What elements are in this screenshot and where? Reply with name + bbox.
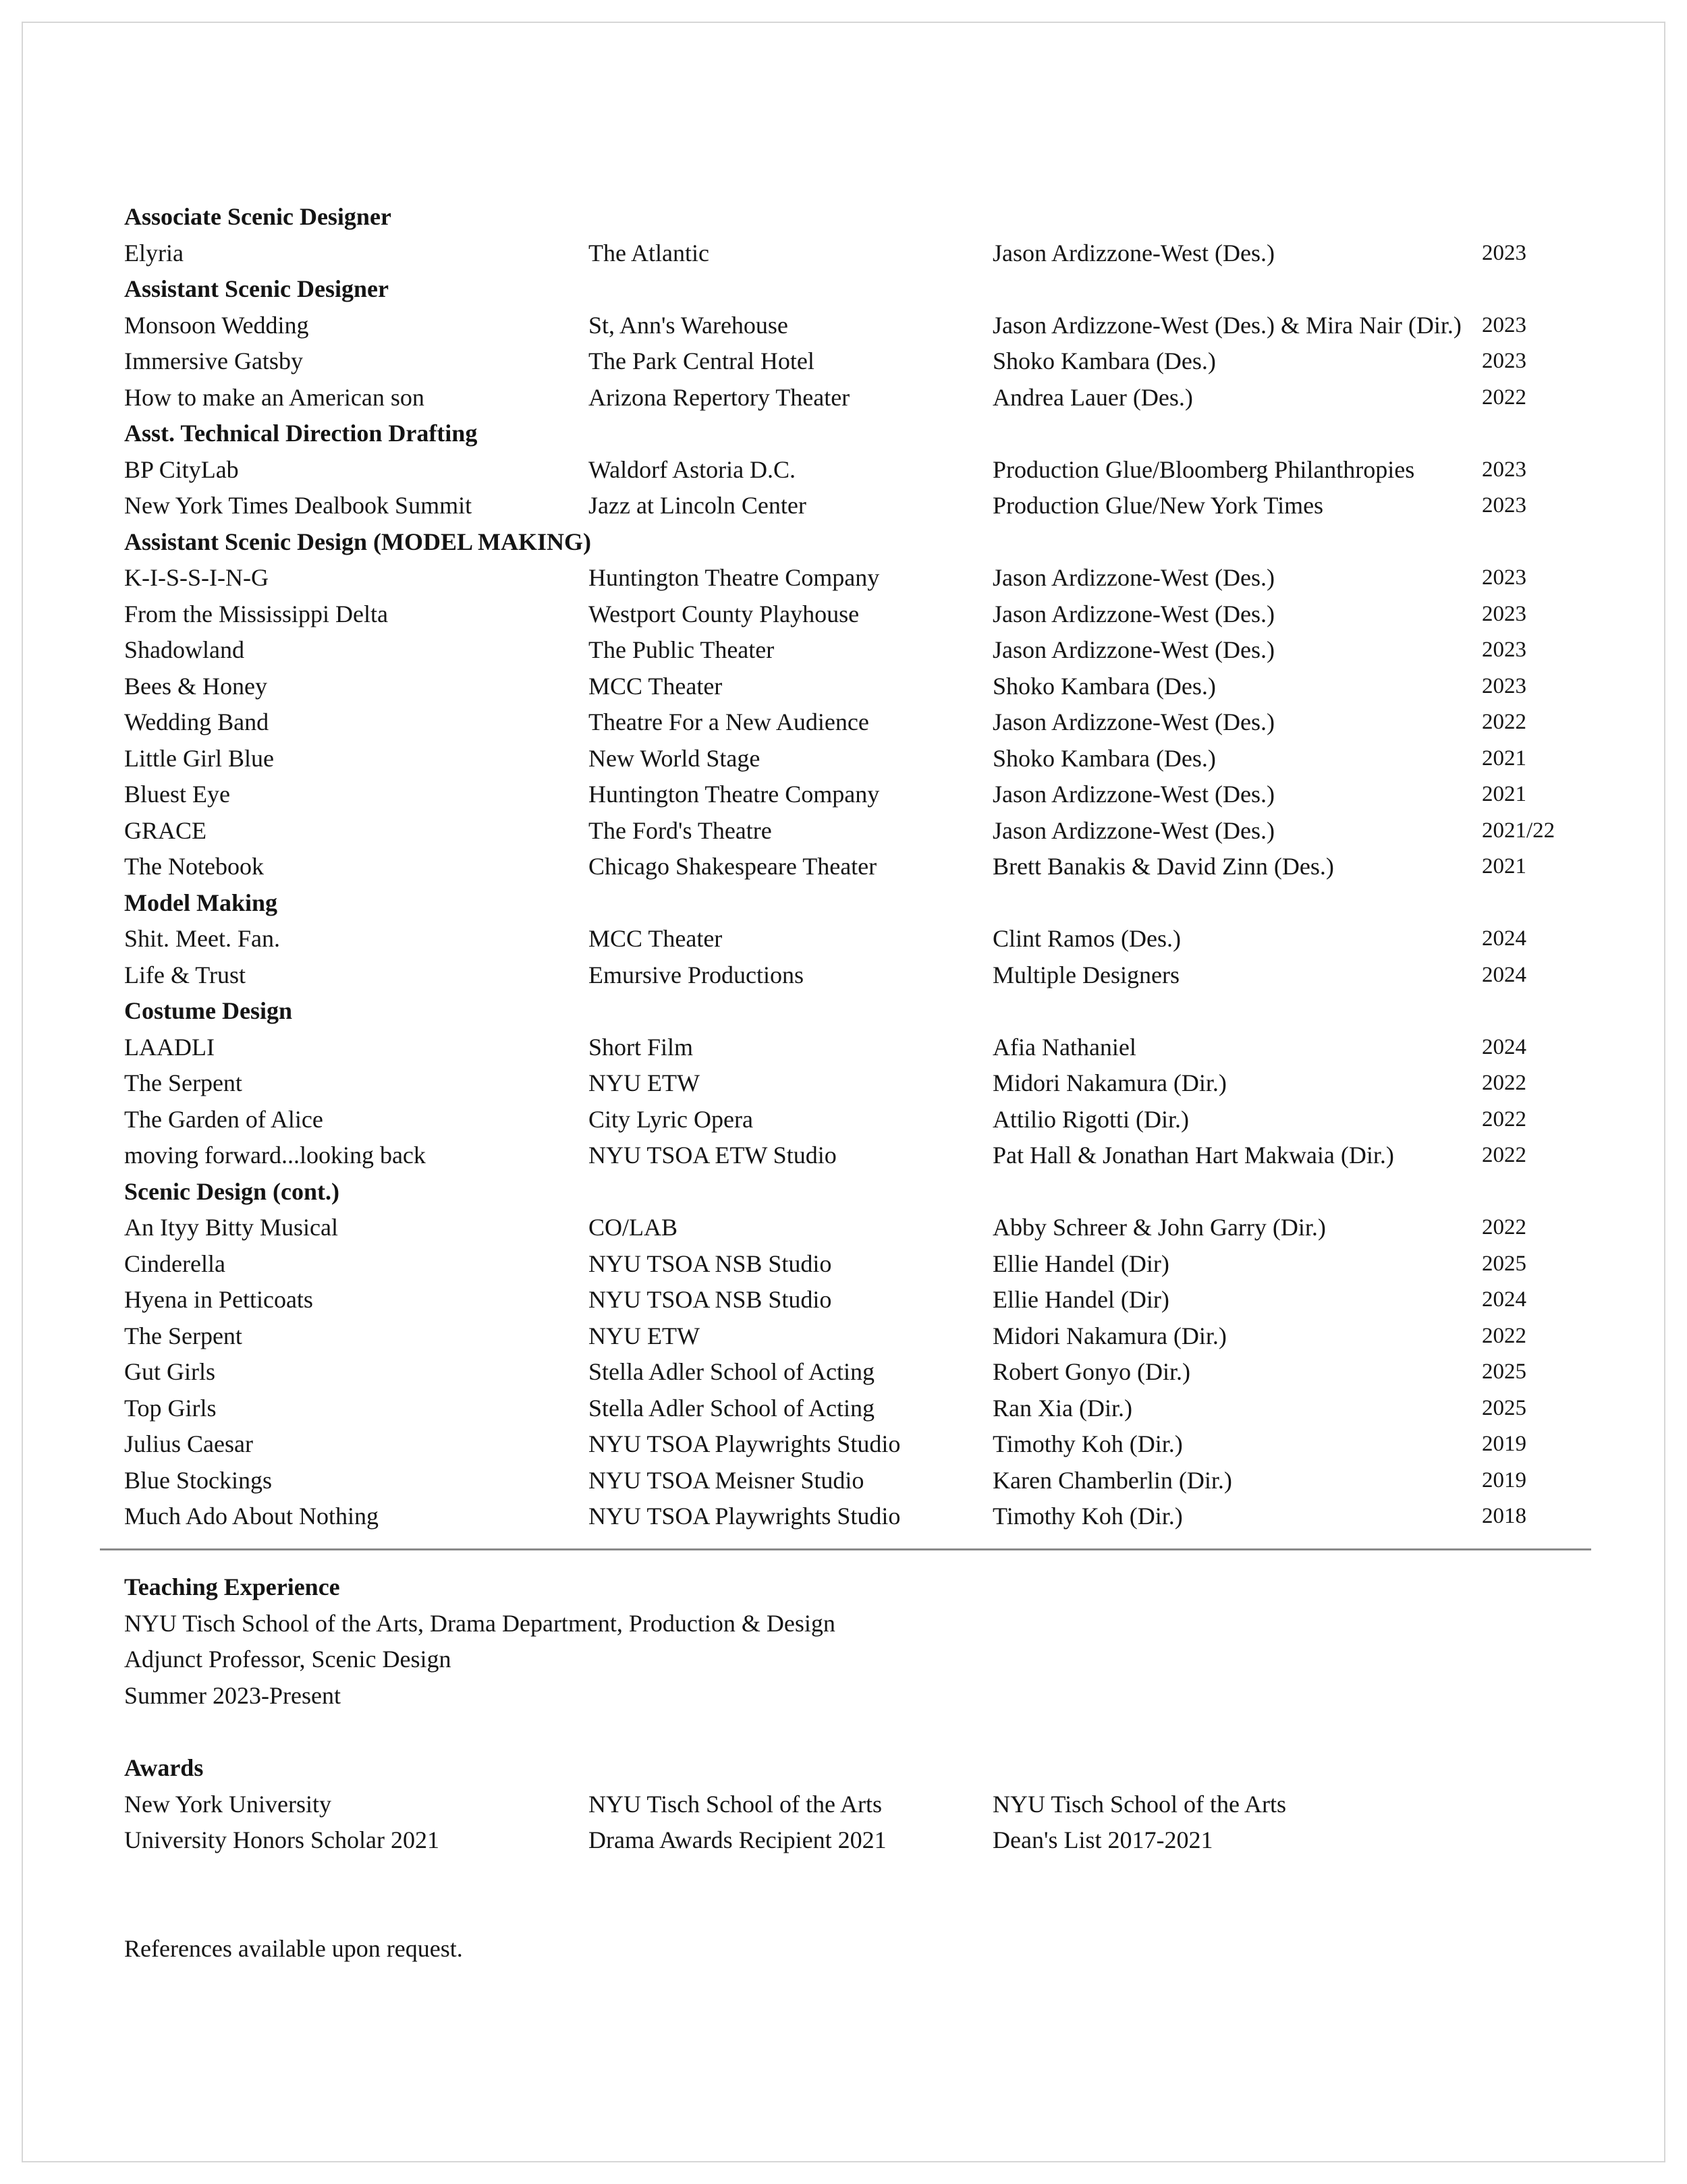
venue: MCC Theater xyxy=(588,672,723,700)
year: 2018 xyxy=(1482,1504,1526,1528)
credits-list xyxy=(124,199,1609,1535)
production-title: Blue Stockings xyxy=(124,1466,273,1494)
venue: NYU TSOA Meisner Studio xyxy=(588,1466,864,1494)
collaborators: Jason Ardizzone-West (Des.) xyxy=(993,600,1275,627)
venue: NYU TSOA ETW Studio xyxy=(588,1142,837,1169)
section-heading: Assistant Scenic Design (MODEL MAKING) xyxy=(124,528,591,555)
collaborators: Jason Ardizzone-West (Des.) xyxy=(993,636,1275,663)
collaborators: Abby Schreer & John Garry (Dir.) xyxy=(993,1214,1326,1241)
year: 2024 xyxy=(1482,962,1526,987)
collaborators: Jason Ardizzone-West (Des.) xyxy=(993,708,1275,735)
collaborators: Brett Banakis & David Zinn (Des.) xyxy=(993,853,1334,880)
year: 2021/22 xyxy=(1482,818,1555,843)
credit-row xyxy=(124,741,1609,777)
production-title: Monsoon Wedding xyxy=(124,311,309,339)
collaborators: Pat Hall & Jonathan Hart Makwaia (Dir.) xyxy=(993,1142,1394,1169)
credit-row xyxy=(124,957,1609,994)
year: 2023 xyxy=(1482,673,1526,698)
credit-row xyxy=(124,1499,1609,1535)
production-title: Bluest Eye xyxy=(124,781,230,808)
production-title: Life & Trust xyxy=(124,961,246,988)
year: 2022 xyxy=(1482,1215,1526,1239)
credit-row xyxy=(124,1138,1609,1174)
credit-row xyxy=(124,1282,1609,1318)
collaborators: Shoko Kambara (Des.) xyxy=(993,347,1216,374)
award-title: Dean's List 2017-2021 xyxy=(993,1826,1213,1853)
credit-row xyxy=(124,1463,1609,1499)
collaborators: Jason Ardizzone-West (Des.) xyxy=(993,239,1275,267)
venue: Huntington Theatre Company xyxy=(588,564,880,591)
production-title: Julius Caesar xyxy=(124,1430,253,1457)
section-heading: Associate Scenic Designer xyxy=(124,203,391,230)
year: 2019 xyxy=(1482,1432,1526,1456)
credit-row xyxy=(124,488,1609,524)
year: 2023 xyxy=(1482,312,1526,337)
venue: Arizona Repertory Theater xyxy=(588,383,850,411)
year: 2023 xyxy=(1482,349,1526,373)
production-title: GRACE xyxy=(124,816,207,844)
credit-row xyxy=(124,669,1609,705)
award-institution: NYU Tisch School of the Arts xyxy=(993,1790,1287,1818)
credit-row xyxy=(124,1391,1609,1427)
references-note: References available upon request. xyxy=(124,1935,463,1962)
production-title: New York Times Dealbook Summit xyxy=(124,492,472,519)
year: 2024 xyxy=(1482,926,1526,951)
collaborators: Jason Ardizzone-West (Des.) & Mira Nair (Dir.) xyxy=(993,311,1462,339)
credit-row xyxy=(124,1354,1609,1391)
collaborators: Afia Nathaniel xyxy=(993,1033,1136,1061)
credit-row xyxy=(124,777,1609,813)
production-title: moving forward...looking back xyxy=(124,1142,426,1169)
section-heading: Model Making xyxy=(124,889,278,916)
section-divider xyxy=(100,1548,1591,1550)
credit-row xyxy=(124,1210,1609,1246)
credit-row xyxy=(124,1065,1609,1102)
teaching-line-institution: NYU Tisch School of the Arts, Drama Department, Production & Design xyxy=(124,1609,835,1637)
award-title: Drama Awards Recipient 2021 xyxy=(588,1826,887,1853)
production-title: Cinderella xyxy=(124,1250,225,1277)
collaborators: Midori Nakamura (Dir.) xyxy=(993,1322,1227,1349)
collaborators: Multiple Designers xyxy=(993,961,1180,988)
credit-row xyxy=(124,1102,1609,1138)
venue: Waldorf Astoria D.C. xyxy=(588,455,796,483)
venue: Jazz at Lincoln Center xyxy=(588,492,806,519)
year: 2022 xyxy=(1482,1071,1526,1095)
production-title: Gut Girls xyxy=(124,1358,215,1385)
teaching-heading: Teaching Experience xyxy=(124,1573,340,1600)
section-heading: Scenic Design (cont.) xyxy=(124,1177,339,1205)
collaborators: Shoko Kambara (Des.) xyxy=(993,744,1216,772)
venue: CO/LAB xyxy=(588,1214,678,1241)
credit-row xyxy=(124,632,1609,669)
teaching-experience xyxy=(124,1569,1609,1714)
year: 2022 xyxy=(1482,1143,1526,1167)
production-title: Elyria xyxy=(124,239,184,267)
awards-row xyxy=(124,1822,1609,1859)
teaching-line-title: Adjunct Professor, Scenic Design xyxy=(124,1646,451,1673)
credit-row xyxy=(124,380,1609,416)
venue: The Public Theater xyxy=(588,636,775,663)
year: 2023 xyxy=(1482,457,1526,482)
year: 2021 xyxy=(1482,854,1526,878)
collaborators: Robert Gonyo (Dir.) xyxy=(993,1358,1190,1385)
venue: MCC Theater xyxy=(588,925,723,952)
year: 2025 xyxy=(1482,1251,1526,1276)
production-title: Bees & Honey xyxy=(124,672,267,700)
production-title: K-I-S-S-I-N-G xyxy=(124,564,269,591)
production-title: BP CityLab xyxy=(124,455,239,483)
year: 2022 xyxy=(1482,385,1526,410)
year: 2022 xyxy=(1482,710,1526,734)
year: 2019 xyxy=(1482,1467,1526,1492)
venue: New World Stage xyxy=(588,744,760,772)
collaborators: Jason Ardizzone-West (Des.) xyxy=(993,816,1275,844)
awards-heading: Awards xyxy=(124,1754,204,1781)
production-title: How to make an American son xyxy=(124,383,424,411)
production-title: Immersive Gatsby xyxy=(124,347,303,374)
production-title: From the Mississippi Delta xyxy=(124,600,389,627)
collaborators: Ran Xia (Dir.) xyxy=(993,1394,1132,1422)
production-title: The Garden of Alice xyxy=(124,1105,323,1133)
collaborators: Jason Ardizzone-West (Des.) xyxy=(993,781,1275,808)
production-title: An Ityy Bitty Musical xyxy=(124,1214,338,1241)
venue: Short Film xyxy=(588,1033,694,1061)
collaborators: Shoko Kambara (Des.) xyxy=(993,672,1216,700)
collaborators: Ellie Handel (Dir) xyxy=(993,1250,1169,1277)
year: 2023 xyxy=(1482,240,1526,265)
awards xyxy=(124,1750,1609,1859)
credit-row xyxy=(124,849,1609,885)
award-institution: NYU Tisch School of the Arts xyxy=(588,1790,883,1818)
year: 2025 xyxy=(1482,1395,1526,1420)
production-title: Shit. Meet. Fan. xyxy=(124,925,280,952)
year: 2025 xyxy=(1482,1360,1526,1384)
credit-row xyxy=(124,813,1609,849)
year: 2023 xyxy=(1482,493,1526,517)
credit-row xyxy=(124,596,1609,633)
collaborators: Production Glue/Bloomberg Philanthropies xyxy=(993,455,1415,483)
collaborators: Midori Nakamura (Dir.) xyxy=(993,1069,1227,1096)
venue: Stella Adler School of Acting xyxy=(588,1394,875,1422)
production-title: The Serpent xyxy=(124,1069,242,1096)
venue: Westport County Playhouse xyxy=(588,600,860,627)
collaborators: Timothy Koh (Dir.) xyxy=(993,1503,1183,1530)
production-title: Much Ado About Nothing xyxy=(124,1503,379,1530)
production-title: Wedding Band xyxy=(124,708,269,735)
production-title: The Serpent xyxy=(124,1322,242,1349)
section-heading: Asst. Technical Direction Drafting xyxy=(124,420,478,447)
production-title: LAADLI xyxy=(124,1033,215,1061)
section-heading: Costume Design xyxy=(124,997,292,1024)
credit-row xyxy=(124,343,1609,380)
production-title: Little Girl Blue xyxy=(124,744,274,772)
year: 2021 xyxy=(1482,782,1526,806)
year: 2024 xyxy=(1482,1034,1526,1059)
venue: The Park Central Hotel xyxy=(588,347,814,374)
venue: St, Ann's Warehouse xyxy=(588,311,788,339)
collaborators: Timothy Koh (Dir.) xyxy=(993,1430,1183,1457)
venue: NYU TSOA NSB Studio xyxy=(588,1286,832,1313)
year: 2023 xyxy=(1482,601,1526,626)
production-title: Hyena in Petticoats xyxy=(124,1286,313,1313)
collaborators: Karen Chamberlin (Dir.) xyxy=(993,1466,1232,1494)
year: 2023 xyxy=(1482,565,1526,590)
venue: City Lyric Opera xyxy=(588,1105,753,1133)
credit-row xyxy=(124,235,1609,272)
venue: NYU TSOA NSB Studio xyxy=(588,1250,832,1277)
venue: Chicago Shakespeare Theater xyxy=(588,853,877,880)
year: 2024 xyxy=(1482,1287,1526,1312)
collaborators: Production Glue/New York Times xyxy=(993,492,1324,519)
references xyxy=(124,1931,1609,1967)
production-title: The Notebook xyxy=(124,853,264,880)
collaborators: Clint Ramos (Des.) xyxy=(993,925,1181,952)
awards-row xyxy=(124,1787,1609,1823)
award-institution: New York University xyxy=(124,1790,332,1818)
credit-row xyxy=(124,452,1609,488)
venue: The Ford's Theatre xyxy=(588,816,772,844)
award-title: University Honors Scholar 2021 xyxy=(124,1826,439,1853)
credit-row xyxy=(124,1318,1609,1355)
section-heading: Assistant Scenic Designer xyxy=(124,275,389,302)
year: 2023 xyxy=(1482,638,1526,662)
collaborators: Andrea Lauer (Des.) xyxy=(993,383,1193,411)
credit-row xyxy=(124,921,1609,957)
production-title: Shadowland xyxy=(124,636,244,663)
collaborators: Ellie Handel (Dir) xyxy=(993,1286,1169,1313)
collaborators: Jason Ardizzone-West (Des.) xyxy=(993,564,1275,591)
teaching-line-dates: Summer 2023-Present xyxy=(124,1681,341,1709)
collaborators: Attilio Rigotti (Dir.) xyxy=(993,1105,1190,1133)
venue: NYU ETW xyxy=(588,1069,700,1096)
credit-row xyxy=(124,1030,1609,1066)
credit-row xyxy=(124,704,1609,741)
venue: NYU ETW xyxy=(588,1322,700,1349)
production-title: Top Girls xyxy=(124,1394,217,1422)
credit-row xyxy=(124,1246,1609,1283)
venue: Stella Adler School of Acting xyxy=(588,1358,875,1385)
venue: NYU TSOA Playwrights Studio xyxy=(588,1430,901,1457)
venue: Huntington Theatre Company xyxy=(588,781,880,808)
credit-row xyxy=(124,560,1609,596)
credit-row xyxy=(124,308,1609,344)
credit-row xyxy=(124,1426,1609,1463)
year: 2021 xyxy=(1482,746,1526,771)
venue: NYU TSOA Playwrights Studio xyxy=(588,1503,901,1530)
year: 2022 xyxy=(1482,1323,1526,1348)
venue: Theatre For a New Audience xyxy=(588,708,869,735)
year: 2022 xyxy=(1482,1107,1526,1131)
venue: The Atlantic xyxy=(588,239,709,267)
venue: Emursive Productions xyxy=(588,961,804,988)
